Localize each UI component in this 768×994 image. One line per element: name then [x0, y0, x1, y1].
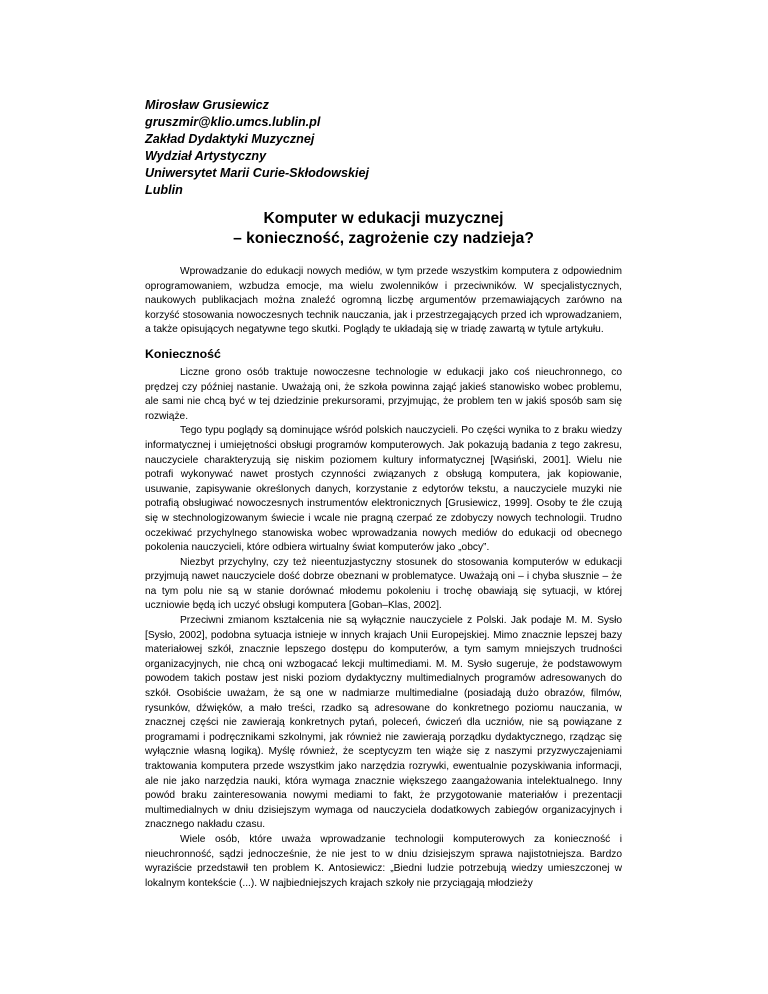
author-name: Mirosław Grusiewicz — [145, 98, 269, 112]
title-line-1: Komputer w edukacji muzycznej — [263, 210, 504, 227]
paragraph-4: Przeciwni zmianom kształcenia nie są wyłącznie nauczyciele z Polski. Jak podaje M. M. Sysło [Sysło, 2002], podobna sytuacja istnieje w innych krajach Unii Europejskiej. Mimo znacznie lepszej bazy materiałowej szkół, znacznie lepszego dostępu do komputerów, a tym samym mniejszych trudności organizacyjnych, nie chcą oni wzbogacać lekcji multimediami. M. M. Sysło sugeruje, że podstawowym powodem takich postaw jest niski poziom dydaktyczny multimedialnych programów adresowanych do szkół. Osobiście uważam, że są one w nadmiarze multimedialne (posiadają dużo obrazów, filmów, rysunków, dźwięków, a mało treści, rzadko są adresowane do konkretnego poziomu nauczania, w znacznej części nie zawierają konkretnych pytań, poleceń, ćwiczeń dla uczniów, nie są powiązane z programami i podręcznikami szkolnymi, jak również nie zawierają porządku dydaktycznego, rządząc się wyłącznie własną logiką). Myślę również, że sceptycyzm ten wiąże się z naszymi przyzwyczajeniami traktowania komputera przede wszystkim jako narzędzia rozrywki, ewentualnie pozyskiwania informacji, ale nie jako narzędzia nauki, która wymaga znacznie większego zaangażowania intelektualnego. Inny powód braku zainteresowania nowymi mediami to fakt, że przygotowanie materiałów i prezentacji multimedialnych w dniu dzisiejszym wymaga od nauczyciela dodatkowych zabiegów organizacyjnych i znacznego nakładu czasu. — [145, 615, 622, 831]
paragraph-2: Tego typu poglądy są dominujące wśród polskich nauczycieli. Po części wynika to z braku wiedzy informatycznej i umiejętności obsługi programów komputerowych. Jak pokazują badania z tego zakresu, nauczyciele charakteryzują się niskim poziomem kultury informatycznej [Wąsiński, 2001]. Wielu nie potrafi wykonywać nawet prostych czynności związanych z obsługą komputera, jak kopiowanie, usuwanie, zapisywanie określonych danych, korzystanie z edytorów tekstu, a nauczyciele muzyki nie potrafią obsługiwać nowoczesnych instrumentów elektronicznych [Grusiewicz, 1999]. Osoby te źle czują się w stechnologizowanym świecie i wcale nie pragną czerpać ze zdobyczy nowych technologii. Trudno oczekiwać przychylnego stanowiska wobec wprowadzania nowych mediów do edukacji od obecnego pokolenia nauczycieli, które odbiera wirtualny świat komputerów jako „obcy”. — [145, 425, 622, 554]
paper-body — [145, 265, 622, 891]
author-faculty: Wydział Artystyczny — [145, 149, 267, 163]
author-email[interactable]: gruszmir@klio.umcs.lublin.pl — [145, 115, 321, 129]
paper-title — [145, 209, 622, 249]
intro-paragraph: Wprowadzanie do edukacji nowych mediów, w tym przede wszystkim komputera z odpowiednim oprogramowaniem, wzbudza emocje, ma wielu zwolenników i przeciwników. W specjalistycznych, naukowych publikacjach można znaleźć ogromną liczbę argumentów przemawiających zarówno na korzyść stosowania nowoczesnych technik nauczania, jak i przestrzegających przed ich wprowadzaniem, a także opisujących negatywne tego skutki. Poglądy te układają się w triadę zawartą w tytule artykułu. — [145, 266, 622, 336]
section-heading: Konieczność — [145, 346, 221, 361]
author-department: Zakład Dydaktyki Muzycznej — [145, 132, 315, 146]
author-block — [145, 97, 625, 199]
paragraph-3: Niezbyt przychylny, czy też nieentuzjastyczny stosunek do stosowania komputerów w edukacji przyjmują nawet nauczyciele dość dobrze obeznani w problematyce. Uważają oni – i chyba słusznie – że na tym polu nie są w stanie dorównać młodemu pokoleniu i trochę obawiają się sytuacji, w której uczniowie będą ich uczyć obsługi komputera [Goban–Klas, 2002]. — [145, 556, 622, 612]
author-university: Uniwersytet Marii Curie-Skłodowskiej — [145, 166, 369, 180]
paragraph-1: Liczne grono osób traktuje nowoczesne technologie w edukacji jako coś nieuchronnego, co prędzej czy później nastanie. Uważają oni, że szkoła powinna zająć jakieś stanowisko wobec problemu, ale sami nie chcą być w tej dziedzinie prekursorami, przyjmując, że problem ten w jakiś sposób sam się rozwiąże. — [145, 366, 622, 422]
title-line-2: – konieczność, zagrożenie czy nadzieja? — [233, 230, 534, 247]
paragraph-5: Wiele osób, które uważa wprowadzanie technologii komputerowych za konieczność i nieuchronność, sądzi jednocześnie, że nie jest to w dniu dzisiejszym sprawa najistotniejsza. Bardzo wyraziście przedstawił ten problem K. Antosiewicz: „Biedni ludzie potrzebują wiedzy umieszczonej w lokalnym kontekście (...). W najbiedniejszych krajach szkoły nie przyciągają młodzieży — [145, 833, 622, 889]
author-city: Lublin — [145, 183, 183, 197]
